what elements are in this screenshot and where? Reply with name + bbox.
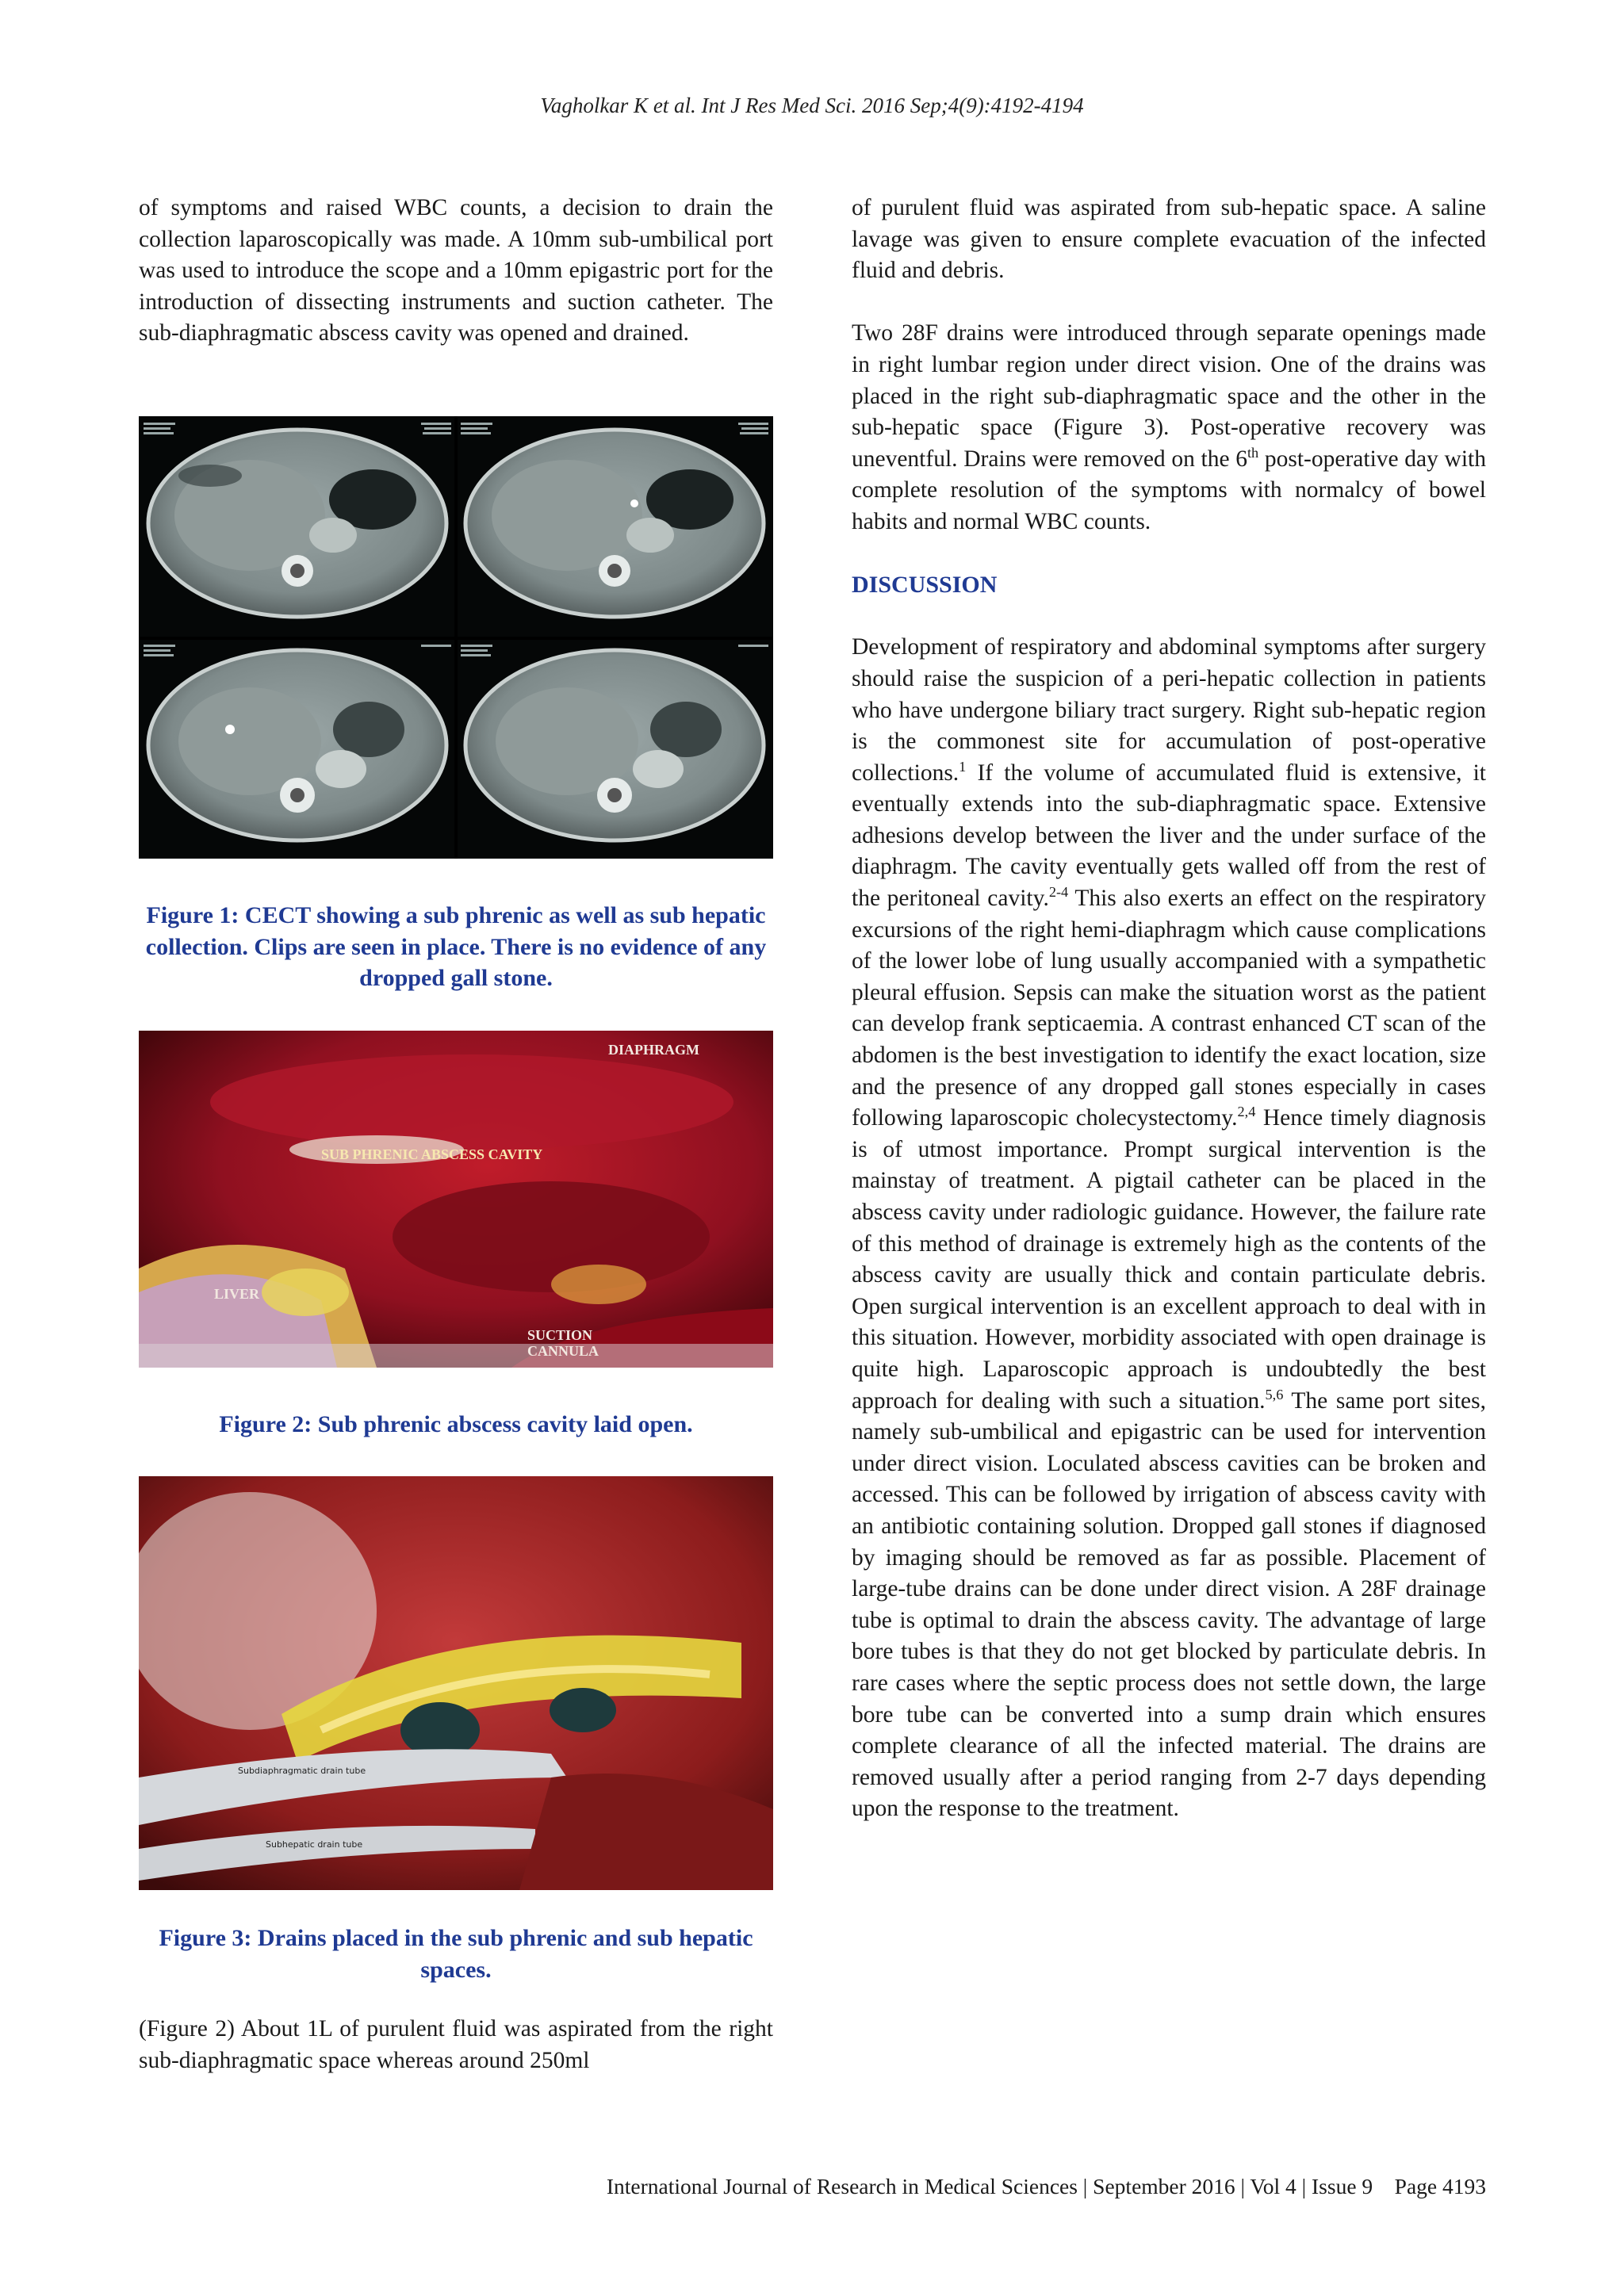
discussion-heading: DISCUSSION <box>852 572 998 599</box>
right-paragraph-2: Two 28F drains were introduced through separate openings made in right lumbar region under direct vision. One of the drains was placed in the right sub-diaphragmatic space and the other in the sub-hepatic space (Figure 3). Post-operative recovery was uneventful. Drains were removed on the 6th post-operative day with complete resolution of the symptoms with normalcy of bowel habits and normal WBC counts. <box>852 320 1486 534</box>
footer-page-number: Page 4193 <box>1394 2174 1486 2198</box>
discussion-paragraph: Development of respiratory and abdominal symptoms after surgery should raise the suspicion of a peri-hepatic collection in patients who have undergone biliary tract surgery. Right sub-hepatic region is the commonest site for accumulation of post-operative collections.$^1$ If the volume of accumulated fluid is extensive, it eventually extends into the sub-diaphragmatic space. Extensive adhesions develop between the liver and the under surface of the diaphragm. The cavity eventually gets walled off from the rest of the peritoneal cavity.$^{2-4}$ This also exerts an effect on the respiratory excursions of the right hemi-diaphragm which cause complications of the lower lobe of lung usually accompanied with a sympathetic pleural effusion. Sepsis can make the situation worst as the patient can develop frank septicaemia. A contrast enhanced CT scan of the abdomen is the best investigation to identify the exact location, size and the presence of any dropped gall stones especially in cases following laparoscopic cholecystectomy.$^{2,4}$ Hence timely diagnosis is of utmost importance. Prompt surgical intervention is the mainstay of treatment. A pigtail catheter can be placed in the abscess cavity under radiologic guidance. However, the failure rate of this method of drainage is extremely high as the contents of the abscess cavity are usually thick and contain particulate debris. Open surgical intervention is an excellent approach to deal with in this situation. However, morbidity associated with open drainage is quite high. Laparoscopic approach is undoubtedly the best approach for dealing with such a situation.$^{5,6}$ The same port sites, namely sub-umbilical and epigastric can be used for intervention under direct vision. Loculated abscess cavities can be broken and accessed. This can be followed by irrigation of abscess cavity with an antibiotic containing solution. Dropped gall stones if diagnosed by imaging should be removed as far as possible. Placement of large-tube drains can be done under direct vision. A 28F drainage tube is optimal to drain the abscess cavity. The advantage of large bore tubes is that they do not get blocked by particulate debris. In rare cases where the septic process does not settle down, the large bore tube can be converted into a sump drain which ensures complete clearance of all the infected material. The drains are removed usually after a period ranging from 2-7 days depending upon the response to the treatment. <box>852 634 1487 1822</box>
ct-panel-3 <box>148 650 446 840</box>
drains-photo <box>139 1476 773 1890</box>
right-column <box>852 193 1486 1825</box>
ct-panel-4 <box>465 650 764 840</box>
left-paragraph-last: (Figure 2) About 1L of purulent fluid was aspirated from the right sub-diaphragmatic space whereas around 250ml <box>139 2016 773 2073</box>
label-cannula: CANNULA <box>527 1343 599 1359</box>
ct-panel-2 <box>465 430 764 617</box>
left-column-bottom <box>139 2014 773 2076</box>
page-footer <box>607 2174 1486 2199</box>
figure-1-caption: Figure 1: CECT showing a sub phrenic as well as sub hepatic collection. Clips are seen in place. There is no evidence of any dropped gall stone. <box>145 902 767 992</box>
figure-2-caption: Figure 2: Sub phrenic abscess cavity laid open. <box>219 1411 693 1437</box>
label-diaphragm: DIAPHRAGM <box>608 1042 699 1058</box>
figure-3-laparoscopic-image <box>139 1476 773 1890</box>
figure-1-ct-image <box>139 416 773 859</box>
label-subhepatic-drain: Subhepatic drain tube <box>266 1839 363 1850</box>
right-paragraph-1: of purulent fluid was aspirated from sub-hepatic space. A saline lavage was given to ensure complete evacuation of the infected fluid and debris. <box>852 195 1486 284</box>
figure-2-laparoscopic-image <box>139 1031 773 1368</box>
left-paragraph-1: of symptoms and raised WBC counts, a decision to drain the collection laparoscopically was made. A 10mm sub-umbilical port was used to introduce the scope and a 10mm epigastric port for the introduction of dissecting instruments and suction catheter. The sub-diaphragmatic abscess cavity was opened and drained. <box>139 195 773 346</box>
footer-journal: International Journal of Research in Medical Sciences | September 2016 | Vol 4 | Issue 9 <box>606 2174 1373 2198</box>
ct-panel-1 <box>148 430 446 617</box>
label-subdiaphragmatic-drain: Subdiaphragmatic drain tube <box>238 1766 366 1776</box>
ct-scan-grid <box>139 416 773 859</box>
figure-3-caption: Figure 3: Drains placed in the sub phrenic and sub hepatic spaces. <box>159 1925 753 1983</box>
abscess-cavity-photo <box>139 1031 773 1368</box>
label-liver: LIVER <box>214 1286 260 1302</box>
label-abscess-cavity: SUB PHRENIC ABSCESS CAVITY <box>321 1146 543 1162</box>
left-column-top <box>139 193 773 350</box>
label-suction: SUCTION <box>527 1327 593 1343</box>
running-header: Vagholkar K et al. Int J Res Med Sci. 2016 Sep;4(9):4192-4194 <box>540 94 1084 117</box>
